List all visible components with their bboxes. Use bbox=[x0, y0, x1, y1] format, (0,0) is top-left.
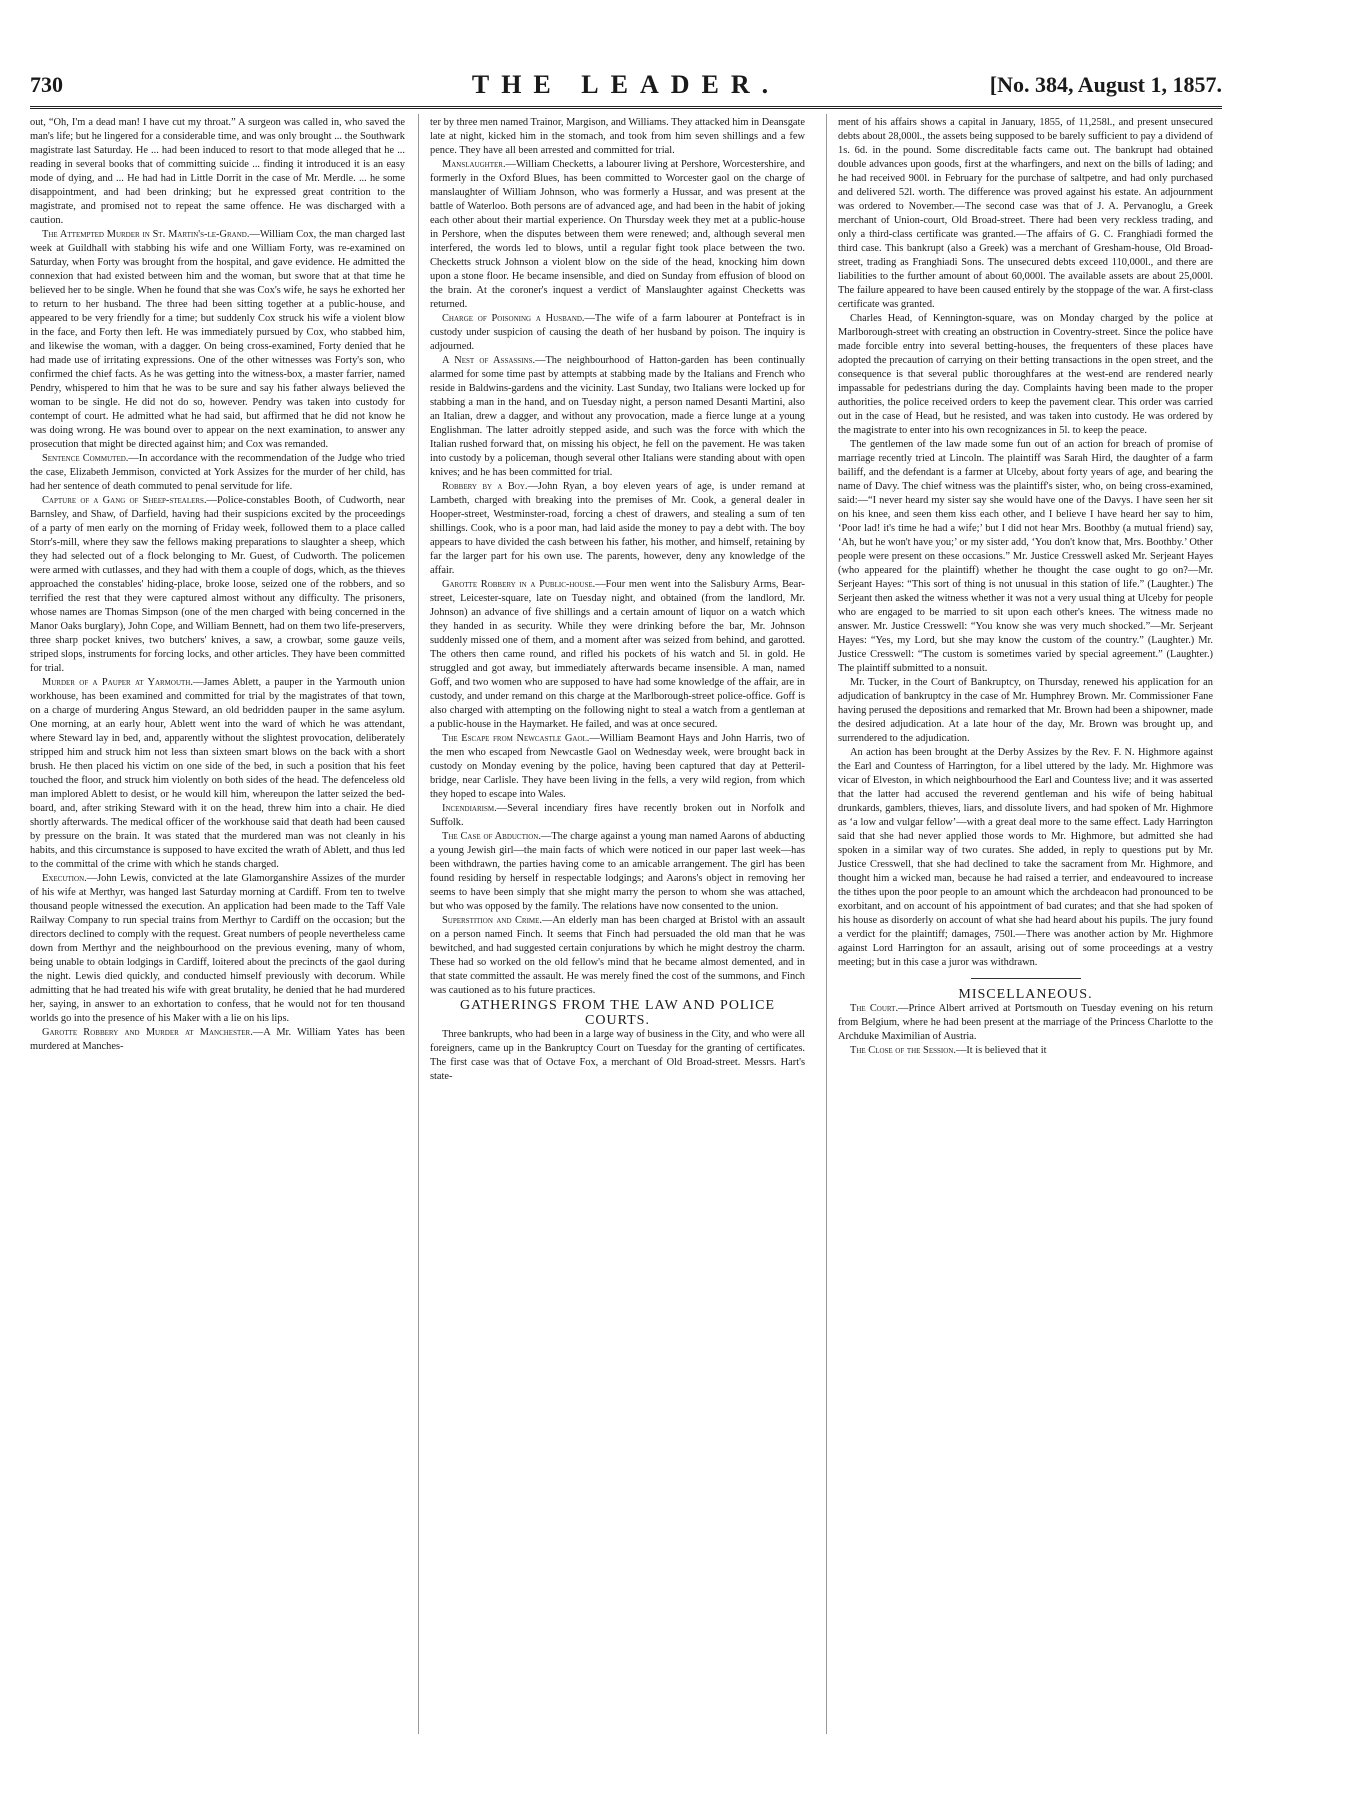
article-heading: Capture of a Gang of Sheep-stealers. bbox=[42, 495, 207, 506]
article-text: Three bankrupts, who had been in a large way of business in the City, and who were all foreigners, came up in the Bankruptcy Court on Tuesday for the granting of certificates. The first case was that of Octave Fox, a merchant of Old Broad-street. Messrs. Hart's state- bbox=[430, 1029, 805, 1082]
article-text: —The charge against a young man named Aarons of abducting a young Jewish girl—the main facts of which were noticed in our paper last week—has been withdrawn, the parties having come to an amicable arrangement. The girl has been found residing by herself in respectable lodgings; and Aarons's object in removing her seems to have been simply that she might marry the person to whom she was attached, but who was opposed by the family. The relations have now consented to the union. bbox=[430, 831, 805, 912]
article-text: —Prince Albert arrived at Portsmouth on Tuesday evening on his return from Belgium, where he had been present at the marriage of the Princess Charlotte to the Archduke Maximilian of Austria. bbox=[838, 1003, 1213, 1042]
article bbox=[430, 914, 805, 998]
article-heading: Garotte Robbery and Murder at Manchester. bbox=[42, 1027, 253, 1038]
article-heading: Robbery by a Boy. bbox=[442, 481, 528, 492]
column-divider bbox=[418, 114, 419, 1734]
issue-info: [No. 384, August 1, 1857. bbox=[989, 72, 1222, 97]
article-heading: Execution. bbox=[42, 873, 87, 884]
article-heading: Incendiarism. bbox=[442, 803, 497, 814]
article-text: Charles Head, of Kennington-square, was on Monday charged by the police at Marlborough-street with creating an obstruction in Coventry-street. Since the police have made forcible entry into several betting-houses, the frequenters of these places have adopted the precaution of carrying on their betting transactions in the open street, and the consequence is that several public thoroughfares at the west-end are rendered nearly impassable for pedestrians during the day. Complaints having been made to the proper authorities, the police received orders to keep the pavement clear. This order was carried out in the case of Head, but he resisted, and was taken into custody. He was ordered by the magistrate to enter into his own recognizances in 5l. to keep the peace. bbox=[838, 313, 1213, 436]
article bbox=[30, 1026, 405, 1054]
article-text: out, “Oh, I'm a dead man! I have cut my throat.” A surgeon was called in, who saved the man's life; but he lingered for a considerable time, and was only brought ... the Southwark magistrate last Saturday. He ... had been induced to resort to that mode alleged that he ... reading in several books that of committing suicide ... finding it introduced it is an easy mode of dying, and ... He had had in Little Dorrit in the case of Mr. Merdle. ... he some disappointment, and had been drinking; but he expressed great contrition to the magistrate, and promised not to repeat the same offence. He was discharged with a caution. bbox=[30, 117, 405, 226]
article-heading: The Attempted Murder in St. Martin's-le-Grand. bbox=[42, 229, 250, 240]
article-text: The gentlemen of the law made some fun out of an action for breach of promise of marriage recently tried at Lincoln. The plaintiff was Sarah Hird, the daughter of a farm bailiff, and the defendant is a farmer at Ulceby, about forty years of age, and bearing the name of Davy. The chief witness was the plaintiff's sister, who, on being cross-examined, said:—“I never heard my sister say she would have one of the Davys. I have seen her sit on his knee, and seen them kiss each other, and I believe I have heard her say to him, ‘Poor lad! it's time he had a wife;’ but I did not hear Mrs. Boothby (a mutual friend) say, ‘Ah, but he won't have you;’ or my sister add, ‘You don't know that, Mrs. Boothby.’ Other people were present on these occasions.” Mr. Justice Cresswell asked Mr. Serjeant Hayes (who appeared for the plaintiff) whether he thought the case ought to go on?—Mr. Serjeant Hayes: “This sort of thing is not unusual in this station of life.” (Laughter.) The Serjeant then asked the witness whether it was not a very usual thing at Ulceby for people who are engaged to be married to sit upon each other's knees. The witness made no answer. Mr. Justice Cresswell: “You know she was very much shocked.”—Mr. Serjeant Hayes: “Yes, my Lord, but she may know the custom of the country.” (Laughter.) Mr. Justice Cresswell: “The custom is sometimes varied by special agreement.” (Laughter.) The plaintiff submitted to a nonsuit. bbox=[838, 439, 1213, 674]
article-text: —Police-constables Booth, of Cudworth, near Barnsley, and Shaw, of Darfield, having had their suspicions excited by the proceedings of a party of men early on the morning of Friday week, followed them to a place called Storr's-mill, where they saw the fellows making preparations to slaughter a sheep, which they had selected out of a flock belonging to Mr. Guest, of Cudworth. The policemen were armed with cutlasses, and they had with them a couple of dogs, which, as the thieves approached the constables' hiding-place, broke loose, seized one of the robbers, and so terrified the rest that they were captured almost without any difficulty. The prisoners, whose names are Thomas Simpson (one of the men charged with being concerned in the Manor Oaks burglary), John Cope, and William Bennett, had on them two life-preservers, three sharp pocket knives, two butchers' knives, a saw, a crowbar, some gauze veils, striped slops, instruments for forcing locks, and other articles. They have been committed for trial. bbox=[30, 495, 405, 674]
article bbox=[430, 732, 805, 802]
article-heading: Murder of a Pauper at Yarmouth. bbox=[42, 677, 193, 688]
article bbox=[430, 830, 805, 914]
article-text: —William Checketts, a labourer living at Pershore, Worcestershire, and formerly in the Oxford Blues, has been committed to Worcester gaol on the charge of manslaughter of William Johnson, who was formerly a Hussar, and was present at the battle of Waterloo. Both persons are of advanced age, and had been in the habit of joking each other about their martial experience. On Thursday week they met at a public-house in Pershore, when the disputes between them were renewed; and, although several men interfered, the words led to blows, until a regular fight took place between the two. Checketts struck Johnson a violent blow on the side of the head, knocking him down upon a stone floor. He became insensible, and died on Sunday from effusion of blood on the brain. At the coroner's inquest a verdict of Manslaughter against Checketts was returned. bbox=[430, 159, 805, 310]
article bbox=[430, 158, 805, 312]
article-text: —In accordance with the recommendation of the Judge who tried the case, Elizabeth Jemmison, convicted at York Assizes for the murder of her child, has had her sentence of death commuted to penal servitude for life. bbox=[30, 453, 405, 492]
article-text: ter by three men named Trainor, Margison, and Williams. They attacked him in Deansgate late at night, kicked him in the stomach, and took from him seven shillings and a few pence. They have all been arrested and committed for trial. bbox=[430, 117, 805, 156]
article-heading: The Case of Abduction. bbox=[442, 831, 541, 842]
article-text: —The neighbourhood of Hatton-garden has been continually alarmed for some time past by attempts at stabbing made by the Italians and French who reside in Baldwins-gardens and the vicinity. Last Sunday, two Italians were locked up for stabbing a man in the hand, and on Tuesday night, a person named Desanti Martini, also an Italian, drew a dagger, and without any provocation, made a fierce lunge at a young Englishman. The latter adroitly stepped aside, and such was the force with which the Italian rushed forward that, on missing his object, he fell on the pavement. He was taken into custody by a policeman, though several other Italians were standing about with open knives; and he has been committed for trial. bbox=[430, 355, 805, 478]
article-heading: Manslaughter. bbox=[442, 159, 506, 170]
article bbox=[430, 354, 805, 480]
page-number: 730 bbox=[30, 72, 63, 97]
article bbox=[30, 494, 405, 676]
masthead bbox=[30, 70, 1222, 106]
article bbox=[30, 676, 405, 872]
article-text: —An elderly man has been charged at Bristol with an assault on a person named Finch. It seems that Finch had persuaded the old man that he was bewitched, and had suggested certain conjurations by which he might destroy the charm. These had so worked on the old fellow's mind that he became almost demented, and in that state committed the assault. He was merely fined the cost of the summons, and Finch was cautioned as to his future practices. bbox=[430, 915, 805, 996]
article bbox=[838, 1002, 1213, 1044]
article-text: —It is believed that it bbox=[955, 1045, 1047, 1056]
article bbox=[838, 1044, 1213, 1058]
column-1 bbox=[30, 116, 405, 1736]
article bbox=[30, 228, 405, 452]
section-heading: GATHERINGS FROM THE LAW AND POLICE COURTS. bbox=[459, 998, 776, 1028]
article-heading: Garotte Robbery in a Public-house. bbox=[442, 579, 596, 590]
article-heading: The Court. bbox=[850, 1003, 899, 1014]
article-text: —William Cox, the man charged last week at Guildhall with stabbing his wife and one William Forty, was re-examined on Saturday, when Forty was brought from the hospital, and gave evidence. He admitted the connexion that had existed between him and the woman, but swore that at that time he believed her to be single. When he found that she was Cox's wife, he says he exhorted her to return to her husband. The three had been sitting together at a public-house, and appeared to be very friendly for a time; but suddenly Cox struck his wife a violent blow in the face, and Forty then left. He was immediately pursued by Cox, who stabbed him, and likewise the woman, with a dagger. On being cross-examined, Forty denied that he had made use of irritating expressions. One of the other witnesses was Forty's son, who confirmed the chief facts. As he was getting into the witness-box, a master farrier, named Pendry, whispered to him that he was to be sure and say his father always believed the woman to be single. He did not do so, however. Pendry was taken into custody for contempt of court. He admitted what he had said, but affirmed that he did not know he was doing wrong. He was bound over to appear on the next examination, to answer any prosecution that might be directed against him; and Cox was remanded. bbox=[30, 229, 405, 450]
article bbox=[30, 872, 405, 1026]
article bbox=[430, 578, 805, 732]
article-text: —Four men went into the Salisbury Arms, Bear-street, Leicester-square, late on Tuesday night, and obtained (from the landlord, Mr. Johnson) an advance of five shillings and a certain amount of liquor on a watch which they handed in as security. While they were drinking before the bar, Mr. Johnson suddenly missed one of them, and a moment after was seized from behind, and garotted. The others then came round, and rifled his pockets of his watch and 5l. in gold. He struggled and got away, but immediately afterwards became insensible. A man, named Goff, and two women who are supposed to have had some knowledge of the affair, are in custody, and under remand on this charge at the Marlborough-street police-office. Goff is also charged with attempting on the following night to steal a watch from a gentleman at a public-house in the Haymarket. He failed, and was at once secured. bbox=[430, 579, 805, 730]
article-heading: The Close of the Session. bbox=[850, 1045, 956, 1056]
newspaper-title: THE LEADER. bbox=[471, 70, 781, 99]
article-text: —John Ryan, a boy eleven years of age, is under remand at Lambeth, charged with breaking into the premises of Mr. Cook, a general dealer in Hooper-street, Westminster-road, forcing a chest of drawers, and stealing a sum of ten shillings. Cook, who is a poor man, had laid aside the money to pay a debt with. The boy appears to have divided the cash between his father, his mother, and himself, retaining by far the larger part for his own use. The parents, however, deny any knowledge of the affair. bbox=[430, 481, 805, 576]
newspaper-page bbox=[30, 70, 1222, 1770]
article bbox=[430, 802, 805, 830]
article-text: —A Mr. William Yates has been murdered at Manches- bbox=[30, 1027, 405, 1052]
article-text: —William Beamont Hays and John Harris, two of the men who escaped from Newcastle Gaol on Wednesday week, were brought back in custody on Monday evening by the police, having been captured that day at Petteril-bridge, near Carlisle. They have been living in the fells, a very wild region, from which they hoped to escape into Wales. bbox=[430, 733, 805, 800]
section-divider bbox=[971, 978, 1081, 979]
article bbox=[430, 480, 805, 578]
article-text: —Several incendiary fires have recently broken out in Norfolk and Suffolk. bbox=[430, 803, 805, 828]
article-heading: A Nest of Assassins. bbox=[442, 355, 536, 366]
section-heading: MISCELLANEOUS. bbox=[958, 987, 1093, 1002]
column-divider bbox=[826, 114, 827, 1734]
article bbox=[30, 452, 405, 494]
masthead-rule bbox=[30, 106, 1222, 109]
article-heading: Sentence Commuted. bbox=[42, 453, 129, 464]
article-text: —John Lewis, convicted at the late Glamorganshire Assizes of the murder of his wife at Merthyr, was hanged last Saturday morning at Cardiff. From ten to twelve thousand people witnessed the execution. An application had been made to the Taff Vale Railway Company to run special trains from Merthyr to Cardiff on the occasion; but the directors declined to comply with the request. Great numbers of people nevertheless came down from Merthyr and the neighbourhood on the previous evening, many of whom, being unable to obtain lodgings in Cardiff, loitered about the precincts of the gaol during the night. Lewis died quickly, and conducted himself previously with decorum. While admitting that he had treated his wife with great brutality, he denied that he had murdered her, saying, in answer to an exhortation to confess, that he would not for ten thousand worlds go into the presence of his Maker with a lie on his lips. bbox=[30, 873, 405, 1024]
column-3 bbox=[838, 116, 1213, 1736]
article-heading: Superstition and Crime. bbox=[442, 915, 543, 926]
article-text: —The wife of a farm labourer at Pontefract is in custody under suspicion of causing the death of her husband by poison. The inquiry is adjourned. bbox=[430, 313, 805, 352]
article-text: Mr. Tucker, in the Court of Bankruptcy, on Thursday, renewed his application for an adjudication of bankruptcy in the case of Mr. Humphrey Brown. Mr. Commissioner Fane having perused the depositions and remarked that Mr. Brown had been a shipowner, made the desired adjudication. At a late hour of the day, Mr. Brown was brought up, and surrendered to the adjudication. bbox=[838, 677, 1213, 744]
article-text: ment of his affairs shows a capital in January, 1855, of 11,258l., and present unsecured debts about 28,000l., the assets being supposed to be barely sufficient to pay a dividend of 1s. 6d. in the pound. Some discreditable facts came out. The bankrupt had obtained double advances upon goods, first at the wharfingers, and next on the bills of lading; and he had received 900l. in February for the purchase of saltpetre, and had only purchased and delivered 52l. worth. The difference was proved against his estate. An adjournment was ordered to November.—The second case was that of J. A. Pervanoglu, a Greek merchant of Union-court, Old Broad-street. There had been very reckless trading, and only a third-class certificate was granted.—The affairs of G. C. Franghiadi formed the third case. This bankrupt (also a Greek) was a merchant of Gresham-house, Old Broad-street, trading as Franghiadi Sons. The unsecured debts exceed 110,000l., and there are liabilities to the further amount of about 60,000l. The available assets are about 25,000l. The failure appeared to have been caused entirely by the stoppage of the war. A first-class certificate was granted. bbox=[838, 117, 1213, 310]
article bbox=[430, 312, 805, 354]
column-2 bbox=[430, 116, 805, 1736]
article-text: An action has been brought at the Derby Assizes by the Rev. F. N. Highmore against the Earl and Countess of Harrington, for a libel uttered by the lady. Mr. Highmore was vicar of Elveston, in which neighbourhood the Earl and Countess live; and it was asserted that the latter had accused the reverend gentleman and his wife of being habitual drunkards, gamblers, thieves, liars, and dissolute livers, and had spoken of Mr. Highmore as ‘a low and vulgar fellow’—with a great deal more to the same effect. Lady Harrington said that she had never applied those words to Mr. Highmore, but admitted she had spoken in a similar way of two curates. She added, in reply to questions put by Mr. Justice Cresswell, that she had declined to take the sacrament from Mr. Highmore, and thought him a wicked man, because he had raised a terrier, and endeavoured to increase the tithes upon the poor people to an amount which the archdeacon had pronounced to be exorbitant, and on account of his appointment of bad curates; and that she had spoken of his house as disorderly on account of what she had heard about his pupils. The jury found a verdict for the plaintiff; damages, 750l.—There was another action by Mr. Highmore against Lord Harrington for an assault, arising out of some proceedings at a vestry meeting; but in this case a juror was withdrawn. bbox=[838, 747, 1213, 968]
article-heading: The Escape from Newcastle Gaol. bbox=[442, 733, 590, 744]
article-heading: Charge of Poisoning a Husband. bbox=[442, 313, 585, 324]
article-text: —James Ablett, a pauper in the Yarmouth union workhouse, has been examined and committed for trial by the magistrates of that town, on a charge of murdering Angus Steward, an old bedridden pauper in the same asylum. One morning, at an early hour, Ablett went into the ward of which he was attendant, where Steward lay in bed, and, apparently without the slightest provocation, deliberately stripped him and struck him not less than sixteen smart blows on the back with a short brush. He then placed his victim on one side of the bed, in such a position that his feet touched the floor, and struck him violently on both sides of the head. The defenceless old man implored Ablett to desist, or he would kill him, whereupon the latter seized the bed-board, and, after striking Steward with it on the head, threw him into a chair. He died shortly afterwards. The medical officer of the workhouse said that death had been caused by pressure on the brain. It was stated that the murdered man was not cleanly in his habits, and this circumstance is supposed to have excited the wrath of Ablett, and thus led to the committal of the crime with which he stands charged. bbox=[30, 677, 405, 870]
